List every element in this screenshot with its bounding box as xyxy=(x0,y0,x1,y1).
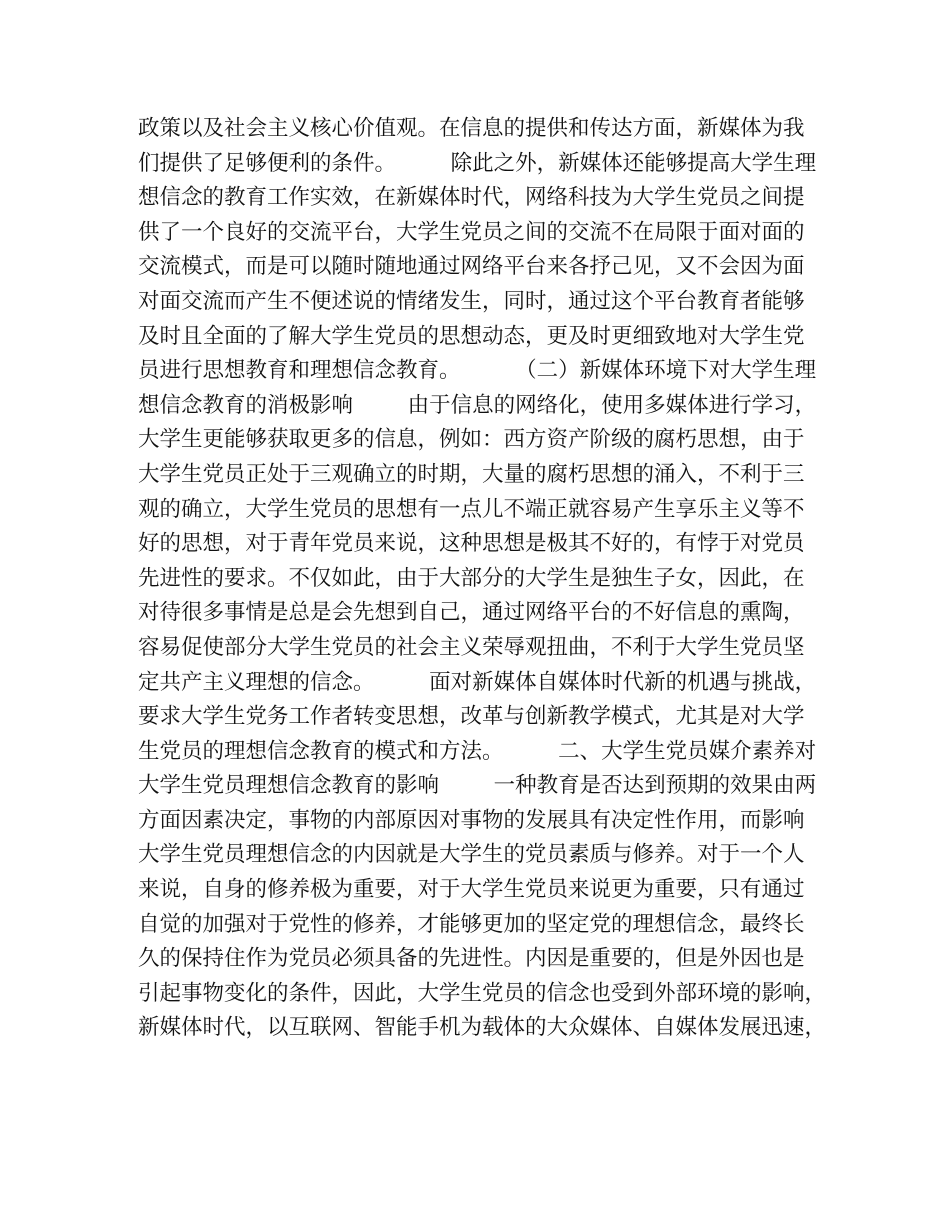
text-line: 来说，自身的修养极为重要，对于大学生党员来说更为重要，只有通过 xyxy=(138,877,805,903)
body-text xyxy=(138,112,827,1046)
text-line: 员进行思想教育和理想信念教育。 （二）新媒体环境下对大学生理 xyxy=(138,358,817,384)
text-line: 生党员的理想信念教育的模式和方法。 二、大学生党员媒介素养对 xyxy=(138,738,817,764)
text-line: 新媒体时代，以互联网、智能手机为载体的大众媒体、自媒体发展迅速， xyxy=(138,1015,827,1041)
text-line: 大学生更能够获取更多的信息，例如：西方资产阶级的腐朽思想，由于 xyxy=(138,427,805,453)
text-line: 想信念教育的消极影响 由于信息的网络化，使用多媒体进行学习， xyxy=(138,392,817,418)
text-line: 观的确立，大学生党员的思想有一点儿不端正就容易产生享乐主义等不 xyxy=(138,496,805,522)
text-line: 好的思想，对于青年党员来说，这种思想是极其不好的，有悖于对党员 xyxy=(138,531,805,557)
text-line: 引起事物变化的条件，因此，大学生党员的信念也受到外部环境的影响， xyxy=(138,980,827,1006)
text-line: 政策以及社会主义核心价值观。在信息的提供和传达方面，新媒体为我 xyxy=(138,116,805,141)
text-line: 先进性的要求。不仅如此，由于大部分的大学生是独生子女，因此，在 xyxy=(138,565,805,591)
text-line: 大学生党员正处于三观确立的时期，大量的腐朽思想的涌入，不利于三 xyxy=(138,461,805,487)
text-line: 想信念的教育工作实效，在新媒体时代，网络科技为大学生党员之间提 xyxy=(138,185,805,211)
text-line: 容易促使部分大学生党员的社会主义荣辱观扭曲，不利于大学生党员坚 xyxy=(138,634,805,660)
text-line: 自觉的加强对于党性的修养，才能够更加的坚定党的理想信念，最终长 xyxy=(138,911,805,937)
text-line: 方面因素决定，事物的内部原因对事物的发展具有决定性作用，而影响 xyxy=(138,807,805,833)
text-line: 久的保持住作为党员必须具备的先进性。内因是重要的，但是外因也是 xyxy=(138,946,805,972)
text-line: 要求大学生党务工作者转变思想，改革与创新教学模式，尤其是对大学 xyxy=(138,704,805,730)
text-line: 们提供了足够便利的条件。 除此之外，新媒体还能够提高大学生理 xyxy=(138,150,817,176)
text-line: 大学生党员理想信念教育的影响 一种教育是否达到预期的效果由两 xyxy=(138,773,817,799)
text-line: 定共产主义理想的信念。 面对新媒体自媒体时代新的机遇与挑战， xyxy=(138,669,817,695)
text-line: 供了一个良好的交流平台，大学生党员之间的交流不在局限于面对面的 xyxy=(138,219,805,245)
text-line: 对待很多事情是总是会先想到自己，通过网络平台的不好信息的熏陶， xyxy=(138,600,805,626)
text-line: 及时且全面的了解大学生党员的思想动态，更及时更细致地对大学生党 xyxy=(138,323,805,349)
text-line: 交流模式，而是可以随时随地通过网络平台来各抒己见，又不会因为面 xyxy=(138,254,805,280)
text-line: 对面交流而产生不便述说的情绪发生，同时，通过这个平台教育者能够 xyxy=(138,288,805,314)
text-line: 大学生党员理想信念的内因就是大学生的党员素质与修养。对于一个人 xyxy=(138,842,805,868)
